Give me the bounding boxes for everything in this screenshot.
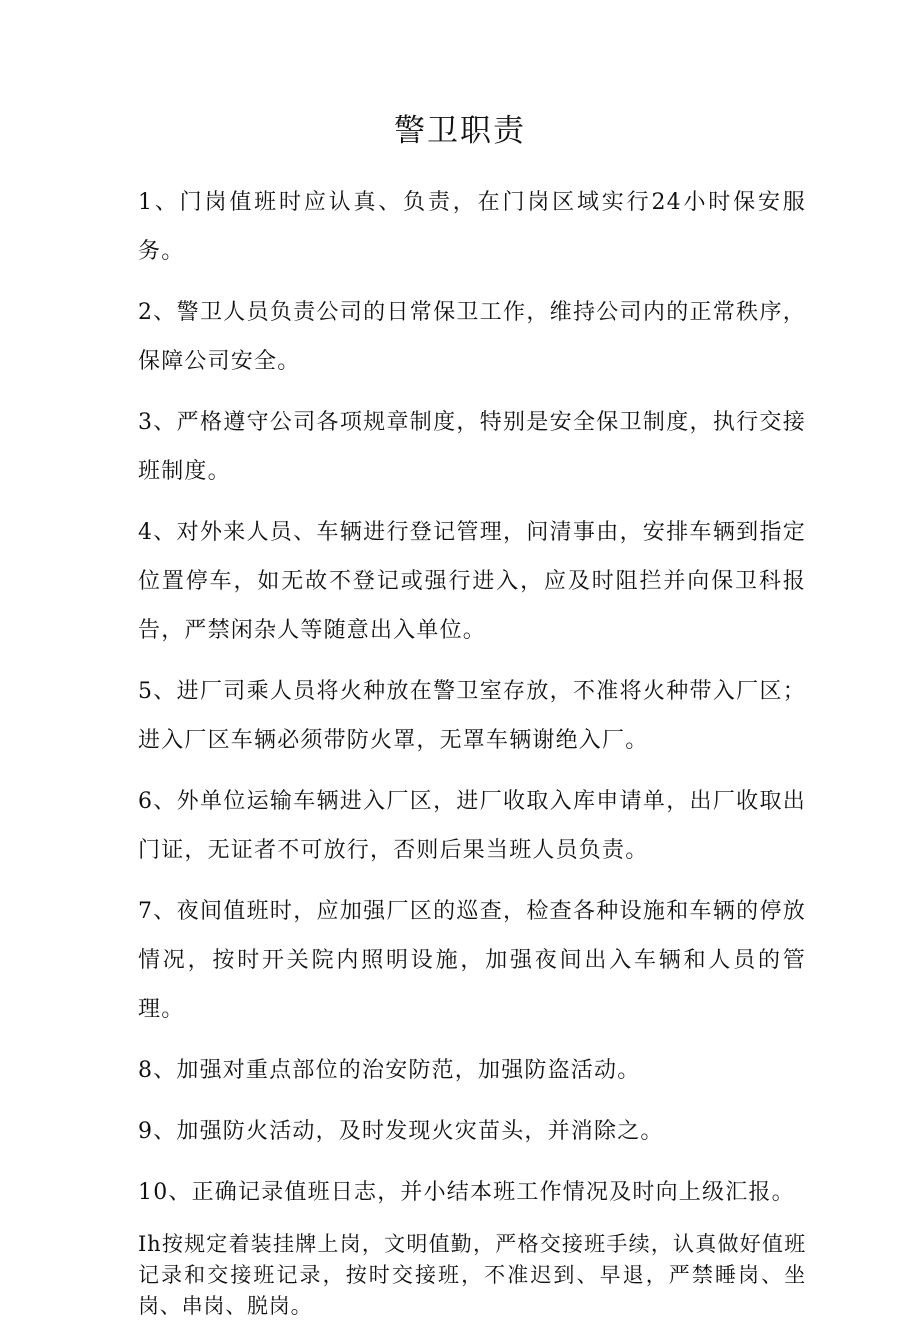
- duty-item-10: 10、正确记录值班日志，并小结本班工作情况及时向上级汇报。: [138, 1180, 795, 1205]
- duty-item-7: 7、夜间值班时，应加强厂区的巡查，检查各种设施和车辆的停放情况，按时开关院内照明设施，加强夜间出入车辆和人员的管理。: [138, 899, 806, 1022]
- document-title: 警卫职责: [394, 113, 526, 149]
- duty-list: [138, 178, 806, 1334]
- duty-item-9: 9、加强防火活动，及时发现火灾苗头，并消除之。: [138, 1119, 664, 1144]
- duty-item-2: 2、警卫人员负责公司的日常保卫工作，维持公司内的正常秩序，保障公司安全。: [138, 300, 806, 374]
- duty-item-4: 4、对外来人员、车辆进行登记管理，问清事由，安排车辆到指定位置停车，如无故不登记或强行进入，应及时阻拦并向保卫科报告，严禁闲杂人等随意出入单位。: [138, 520, 806, 643]
- duty-item-6: 6、外单位运输车辆进入厂区，进厂收取入库申请单，出厂收取出门证，无证者不可放行，否则后果当班人员负责。: [138, 789, 806, 863]
- duty-item-5: 5、进厂司乘人员将火种放在警卫室存放，不准将火种带入厂区；进入厂区车辆必须带防火罩，无罩车辆谢绝入厂。: [138, 679, 806, 753]
- duty-item-11: Ih按规定着装挂牌上岗，文明值勤，严格交接班手续，认真做好值班记录和交接班记录，按时交接班，不准迟到、早退，严禁睡岗、坐岗、串岗、脱岗。: [138, 1232, 806, 1318]
- duty-item-3: 3、严格遵守公司各项规章制度，特别是安全保卫制度，执行交接班制度。: [138, 410, 806, 484]
- duty-item-1: 1、门岗值班时应认真、负责，在门岗区域实行24小时保安服务。: [138, 190, 806, 264]
- duty-item-8: 8、加强对重点部位的治安防范，加强防盗活动。: [138, 1058, 641, 1083]
